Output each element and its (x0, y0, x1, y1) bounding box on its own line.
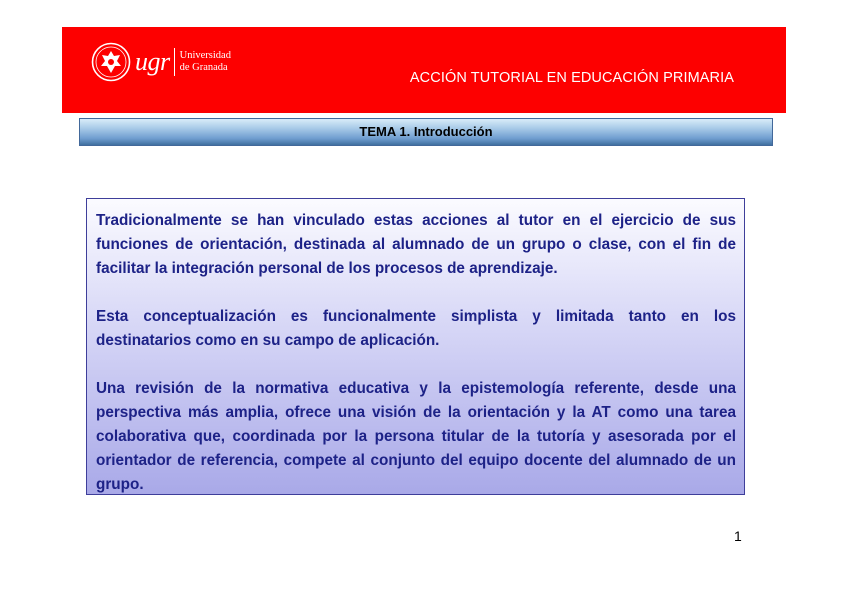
university-seal-icon (91, 42, 131, 82)
header-banner (62, 27, 786, 113)
university-logo (91, 42, 231, 82)
university-name (180, 50, 231, 74)
page-number: 1 (734, 528, 742, 544)
logo-ugr-text: ugr (135, 47, 170, 76)
content-box (86, 198, 745, 495)
university-name-line1: Universidad (179, 50, 231, 61)
paragraph-1: Tradicionalmente se han vinculado estas acciones al tutor en el ejercicio de sus funciones de orientación, destinada al alumnado de un grupo o clase, con el fin de facilitar la integración personal de los procesos de aprendizaje. (96, 212, 736, 277)
paragraph-2: Esta conceptualización es funcionalmente simplista y limitada tanto en los destinatarios como en su campo de aplicación. (96, 308, 736, 349)
logo-divider (174, 48, 175, 76)
topic-title-bar: TEMA 1. Introducción (79, 118, 773, 146)
course-title: ACCIÓN TUTORIAL EN EDUCACIÓN PRIMARIA (409, 70, 734, 86)
university-name-line2: de Granada (179, 62, 228, 73)
paragraph-3: Una revisión de la normativa educativa y la epistemología referente, desde una perspectiva más amplia, ofrece una visión de la orientación y la AT como una tarea colaborativa que, coordinada por la persona titular de la tutoría y asesorada por el orientador de referencia, compete al conjunto del equipo docente del alumnado de un grupo. (96, 380, 736, 493)
